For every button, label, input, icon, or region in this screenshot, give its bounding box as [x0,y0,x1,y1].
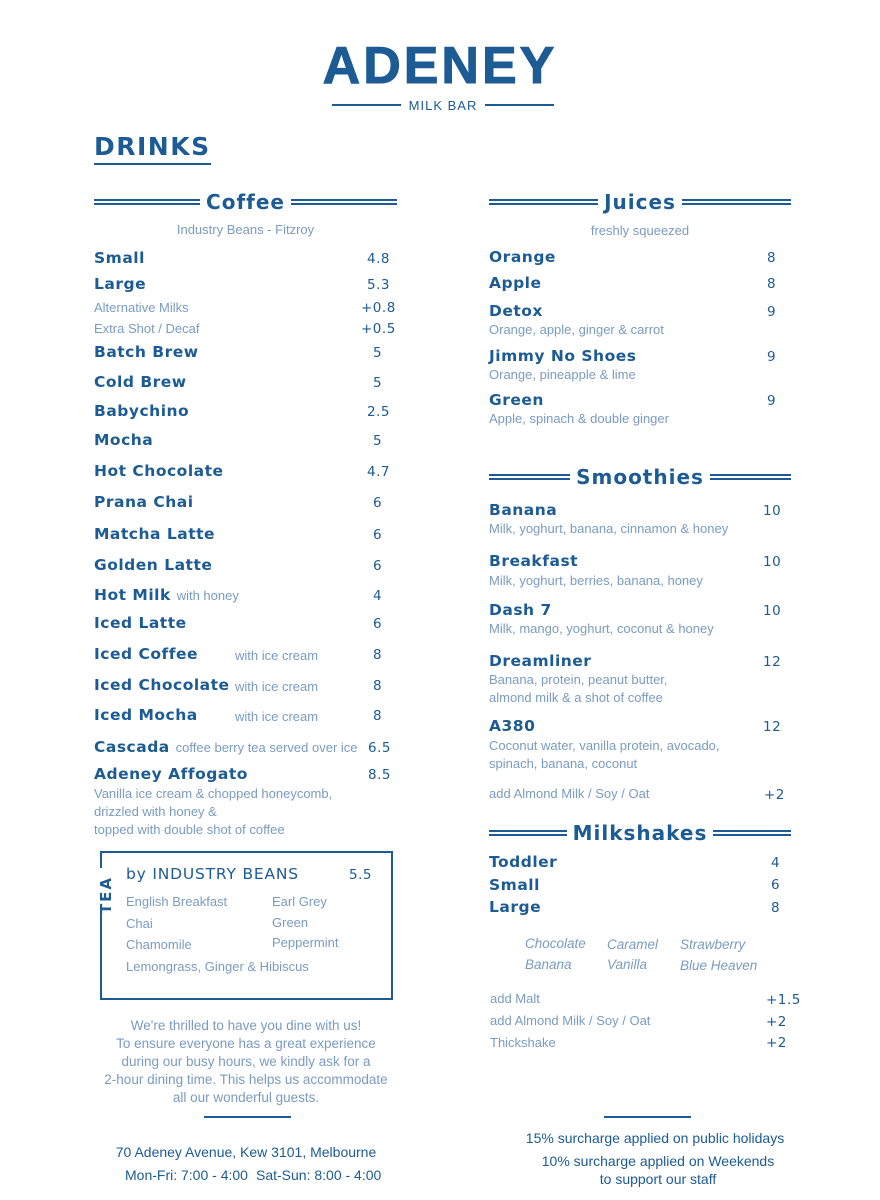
menu-item-price: 6 [373,495,383,511]
menu-item-price: 5.3 [367,277,390,293]
menu-item-price: 4.7 [367,464,390,480]
tea-variety: Lemongrass, Ginger & Hibiscus [126,959,309,974]
juices-section-header [489,189,791,215]
description-line: drizzled with honey & [94,804,217,819]
milkshake-flavor: Vanilla [607,957,648,972]
description-line: spinach, banana, coconut [489,756,638,771]
menu-extra-label: add Almond Milk / Soy / Oat [490,1013,651,1028]
tea-label-text: TEA [97,875,116,915]
tea-variety: Peppermint [272,935,339,950]
menu-item-price: 8.5 [368,767,391,783]
divider [332,104,401,106]
menu-item-name: Orange [489,248,556,266]
coffee-section-header [94,189,397,215]
menu-item-price: 6 [771,877,781,893]
menu-item-name: A380 [489,717,536,735]
menu-item-name [94,586,239,604]
milkshake-flavor: Caramel [607,937,659,952]
menu-item-price: 9 [767,349,777,365]
menu-item-price: 8 [767,276,777,292]
menu-item-name: Small [489,876,540,894]
menu-item-name: Iced Latte [94,614,187,632]
menu-item-price: 5 [373,433,383,449]
smoothies-section-header [489,464,791,490]
menu-item-price: +0.5 [361,321,396,337]
tea-variety: English Breakfast [126,894,228,909]
footer-surcharge-holiday: 15% surcharge applied on public holidays [525,1130,785,1146]
tea-variety: Green [272,915,309,930]
menu-item-price: 8 [767,250,777,266]
footer-surcharge-weekend: 10% surcharge applied on Weekends [541,1153,775,1169]
tea-price: 5.5 [349,867,372,883]
coffee-subtitle: Industry Beans - Fitzroy [176,222,315,237]
tea-variety: Chamomile [126,937,192,952]
brand-subtitle-row [332,96,554,114]
tea-label [85,868,116,915]
menu-item-name: Jimmy No Shoes [489,347,637,365]
menu-extra-price: +2 [766,1014,787,1030]
menu-item-name: Banana [489,501,558,519]
menu-item-price: 8 [771,900,781,916]
menu-item-name: Babychino [94,402,190,420]
menu-extra-price: +2 [764,787,785,803]
menu-item-price: 2.5 [367,404,390,420]
menu-item-name: Cold Brew [94,373,187,391]
menu-item-name: Alternative Milks [94,300,189,315]
milkshakes-section-header [489,820,791,846]
footer-address: 70 Adeney Avenue, Kew 3101, Melbourne [115,1144,377,1160]
menu-item-note: with ice cream [235,679,319,694]
menu-item-note: with ice cream [235,709,319,724]
menu-item-price: 5 [373,375,383,391]
tea-variety: Earl Grey [272,894,327,909]
notice-line: We're thrilled to have you dine with us! [130,1018,362,1033]
menu-item-price: +0.8 [361,300,396,316]
menu-item-name: Apple [489,274,542,292]
menu-item-description: Milk, mango, yoghurt, coconut & honey [489,621,714,636]
description-line: Vanilla ice cream & chopped honeycomb, [94,786,333,801]
menu-item-price: 10 [763,503,782,519]
menu-item-name: Extra Shot / Decaf [94,321,200,336]
menu-item-price: 12 [763,719,782,735]
menu-item-description: Orange, apple, ginger & carrot [489,322,664,337]
tea-variety: Chai [126,916,153,931]
notice-line: all our wonderful guests. [172,1090,320,1105]
menu-item-name: Dash 7 [489,601,552,619]
menu-item-name: Large [94,275,147,293]
brand-subtitle: MILK BAR [408,97,478,113]
menu-item-name: Detox [489,302,543,320]
dining-notice [100,1017,392,1107]
notice-line: 2-hour dining time. This helps us accommodate [104,1072,388,1087]
menu-item-name: Adeney Affogato [94,765,248,783]
description-line: almond milk & a shot of coffee [489,690,663,705]
menu-item-price: 4 [373,588,383,604]
menu-item-price: 9 [767,393,777,409]
menu-item-price: 8 [373,647,383,663]
milkshake-flavor: Chocolate [525,936,586,951]
menu-item-name: Iced Chocolate [94,676,230,694]
menu-item-description: Orange, pineapple & lime [489,367,636,382]
menu-extra-label: add Malt [490,991,540,1006]
menu-item-name: Green [489,391,544,409]
menu-item-price: 6 [373,616,383,632]
menu-item-name: Mocha [94,431,154,449]
menu-item-name-text: Hot Milk [94,586,171,604]
menu-item-description: Milk, yoghurt, berries, banana, honey [489,573,703,588]
menu-item-description [94,785,384,839]
description-line: Coconut water, vanilla protein, avocado, [489,738,720,753]
notice-line: during our busy hours, we kindly ask for a [121,1054,371,1069]
page-title: DRINKS [94,132,211,165]
juices-section-title: Juices [604,190,676,214]
menu-item-name [94,738,358,756]
menu-item-note: with ice cream [235,648,319,663]
menu-item-name: Large [489,898,542,916]
menu-item-name-text: Cascada [94,738,170,756]
notice-line: To ensure everyone has a great experience [116,1036,376,1051]
smoothies-section-title: Smoothies [576,465,704,489]
menu-item-price: 9 [767,304,777,320]
menu-item-name: Prana Chai [94,493,194,511]
divider [485,104,554,106]
menu-item-name: Hot Chocolate [94,462,224,480]
menu-item-name: Small [94,249,145,267]
menu-extra-price: +2 [766,1035,787,1051]
juices-subtitle: freshly squeezed [590,223,690,238]
menu-item-description [489,737,720,773]
menu-item-name: Matcha Latte [94,525,216,543]
description-line: topped with double shot of coffee [94,822,285,837]
footer-surcharge-weekend-note: to support our staff [599,1171,717,1187]
milkshakes-section-title: Milkshakes [572,821,708,845]
menu-item-name: Iced Mocha [94,706,198,724]
brand-logo: ADENEY [322,37,558,95]
menu-item-note: with honey [176,588,239,603]
menu-item-price: 10 [763,603,782,619]
footer-hours-weekday: Mon-Fri: 7:00 - 4:00 [125,1167,248,1183]
menu-item-price: 4.8 [367,251,390,267]
menu-item-price: 4 [771,855,781,871]
milkshake-flavor: Strawberry [680,937,746,952]
menu-item-name: Breakfast [489,552,579,570]
menu-item-name: Toddler [489,853,558,871]
menu-item-price: 10 [763,554,782,570]
menu-item-price: 6 [373,558,383,574]
menu-item-price: 8 [373,708,383,724]
menu-item-price: 12 [763,654,782,670]
menu-extra-price: +1.5 [766,992,801,1008]
menu-item-name: Dreamliner [489,652,592,670]
menu-item-name: Iced Coffee [94,645,198,663]
milkshake-flavor: Banana [525,957,572,972]
menu-extra-label: add Almond Milk / Soy / Oat [489,786,650,801]
menu-item-price: 5 [373,345,383,361]
tea-title: by INDUSTRY BEANS [126,865,299,883]
menu-item-description: Milk, yoghurt, banana, cinnamon & honey [489,521,729,536]
menu-item-price: 6.5 [368,740,391,756]
menu-item-price: 6 [373,527,383,543]
menu-item-note: coffee berry tea served over ice [175,740,358,755]
menu-item-price: 8 [373,678,383,694]
coffee-section-title: Coffee [206,190,285,214]
menu-item-description: Apple, spinach & double ginger [489,411,669,426]
divider [204,1116,291,1118]
footer-hours-weekend: Sat-Sun: 8:00 - 4:00 [256,1167,382,1183]
menu-item-name: Golden Latte [94,556,213,574]
milkshake-flavor: Blue Heaven [680,958,758,973]
menu-item-name: Batch Brew [94,343,199,361]
menu-extra-label: Thickshake [490,1035,556,1050]
menu-item-description [489,671,668,707]
description-line: Banana, protein, peanut butter, [489,672,668,687]
divider [604,1116,691,1118]
